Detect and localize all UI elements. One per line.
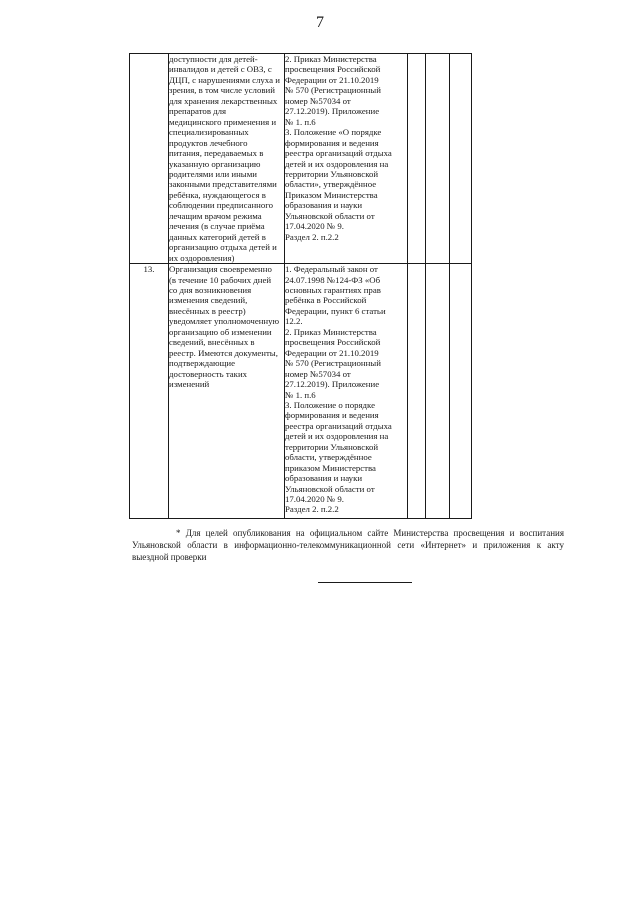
- requirement-cell: [169, 264, 285, 519]
- answer-na-cell: [450, 264, 472, 519]
- row-number-cell: [130, 264, 169, 519]
- reference-cell: [285, 54, 408, 264]
- table-row: [130, 54, 472, 264]
- row-number-cell: [130, 54, 169, 264]
- reference-text: 2. Приказ Министерства просвещения Российской Федерации от 21.10.2019 № 570 (Регистрационный номер №57034 от 27.12.2019). Приложение № 1. п.6 3. Положение «О порядке формирования и ведения реестра организаций отдыха детей и их оздоровления на территории Ульяновской области», утверждённое Приказом Министерства образования и науки Ульяновской области от 17.04.2020 № 9. Раздел 2. п.2.2: [285, 54, 392, 242]
- footnote: * Для целей опубликования на официальном сайте Министерства просвещения и воспитания Ульяновской области в информационно-телекоммуникационной сети «Интернет» и приложения к акту выездной проверки: [132, 528, 564, 562]
- requirement-cell: [169, 54, 285, 264]
- requirement-text: Организация своевременно (в течение 10 рабочих дней со дня возникновения изменения сведений, внесённых в реестр) уведомляет уполномоченную организацию об изменении сведений, внесённых в реестр. Имеются документы, подтверждающие достоверность таких изменений: [169, 264, 280, 390]
- answer-no-cell: [426, 264, 450, 519]
- table-row: [130, 264, 472, 519]
- signature-line: [318, 582, 412, 583]
- reference-text: 1. Федеральный закон от 24.07.1998 №124-ФЗ «Об основных гарантиях прав ребёнка в Российской Федерации, пункт 6 статьи 12.2. 2. Приказ Министерства просвещения Российской Федерации от 21.10.2019 № 570 (Регистрационный номер №57034 от 27.12.2019). Приложение № 1. п.6 3. Положение о порядке формирования и ведения реестра организаций отдыха детей и их оздоровления на территории Ульяновской области, утверждённое приказом Министерства образования и науки Ульяновской области от 17.04.2020 № 9. Раздел 2. п.2.2: [285, 264, 392, 515]
- answer-yes-cell: [408, 264, 426, 519]
- answer-no-cell: [426, 54, 450, 264]
- page-number: 7: [316, 14, 324, 31]
- requirement-text: доступности для детей- инвалидов и детей с ОВЗ, с ДЦП, с нарушениями слуха и зрения, в том числе условий для хранения лекарственных препаратов для медицинского применения и специализированных продуктов лечебного питания, передаваемых в указанную организацию родителями или иными законными представителями ребёнка, нуждающегося в соблюдении предписанного лечащим врачом режима лечения (в случае приёма данных категорий детей в организацию отдыха детей и их оздоровления): [169, 54, 280, 263]
- row-number: 13.: [143, 264, 155, 275]
- answer-na-cell: [450, 54, 472, 264]
- requirements-table: [129, 53, 472, 519]
- answer-yes-cell: [408, 54, 426, 264]
- reference-cell: [285, 264, 408, 519]
